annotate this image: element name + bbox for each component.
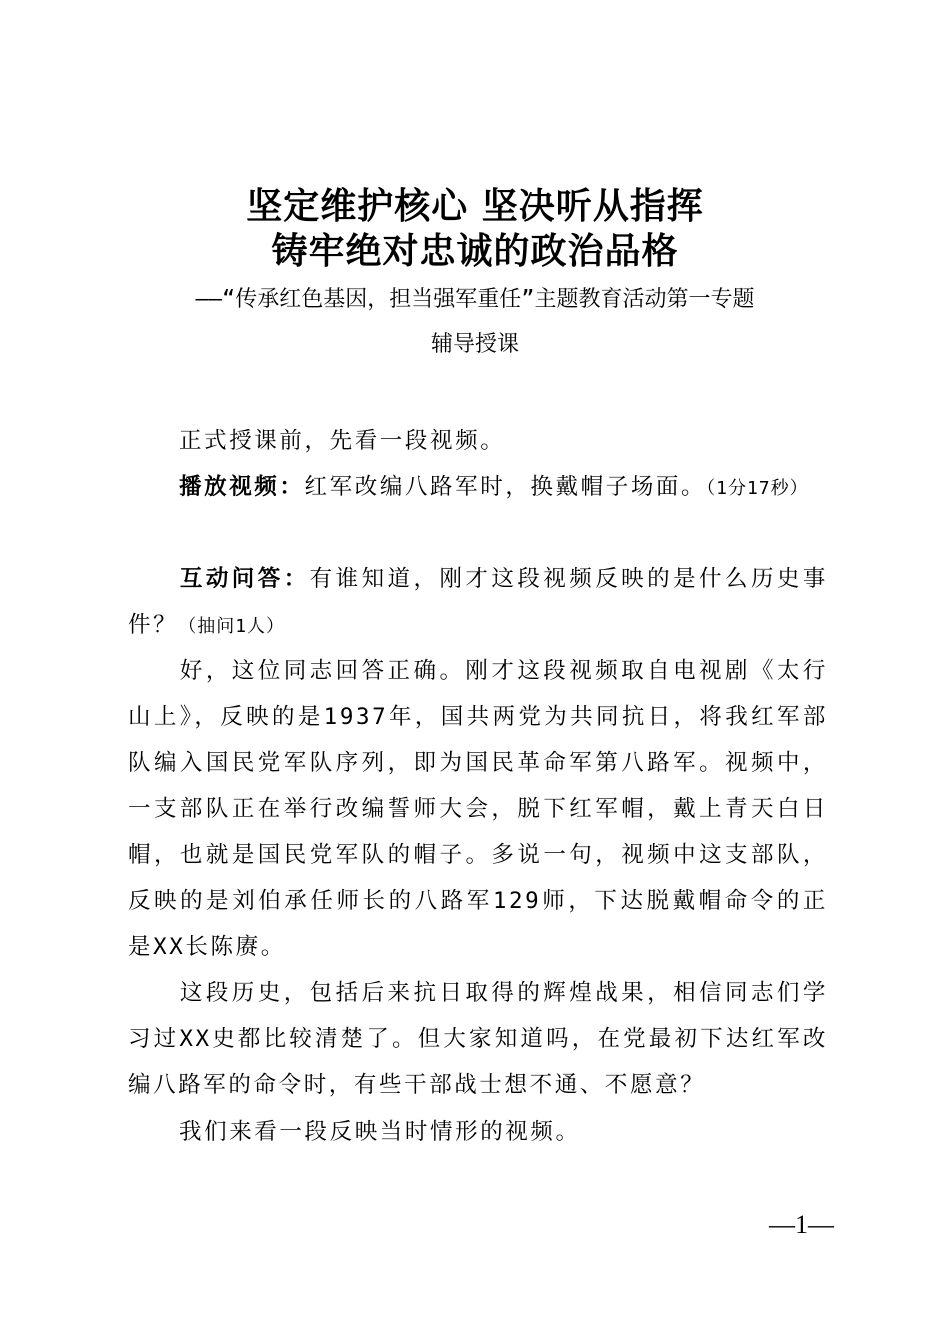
paragraph-intro-text: 正式授课前，先看一段视频。 — [179, 428, 506, 454]
page-number: —1— — [769, 1210, 834, 1239]
play-video-label: 播放视频： — [179, 474, 305, 500]
document-title-line1: 坚定维护核心 坚决听从指挥 — [246, 185, 704, 227]
interactive-qa-note: （抽问1人） — [178, 616, 286, 637]
document-subtitle-line1: ——“传承红色基因，担当强军重任”主题教育活动第一专题 — [195, 287, 755, 312]
paragraph-intro — [128, 418, 828, 464]
paragraph-answer-explanation — [128, 648, 828, 970]
paragraph-play-video — [128, 464, 828, 512]
paragraph-next-video — [128, 1109, 828, 1155]
paragraph-interactive-qa — [128, 556, 828, 650]
paragraph-history-question — [128, 970, 828, 1108]
interactive-qa-text: 有谁知道，刚才这段视频反映的是什么历史事件？ — [128, 566, 828, 638]
paragraph-answer-text: 好，这位同志回答正确。刚才这段视频取自电视剧《太行山上》，反映的是1937年，国共两党为共同抗日，将我红军部队编入国民党军队序列，即为国民革命军第八路军。视频中，一支部队正在举行改编誓师大会，脱下红军帽，戴上青天白日帽，也就是国民党军队的帽子。多说一句，视频中这支部队，反映的是刘伯承任师长的八路军129师，下达脱戴帽命令的正是XX长陈赓。 — [128, 658, 828, 960]
interactive-qa-label: 互动问答： — [179, 566, 310, 592]
paragraph-next-video-text: 我们来看一段反映当时情形的视频。 — [179, 1119, 581, 1145]
document-subtitle-line2: 辅导授课 — [430, 332, 519, 357]
play-video-text: 红军改编八路军时，换戴帽子场面。 — [304, 474, 707, 500]
document-title-line2: 铸牢绝对忠诚的政治品格 — [271, 230, 679, 272]
play-video-duration-note: （1分17秒） — [706, 478, 809, 499]
paragraph-history-text: 这段历史，包括后来抗日取得的辉煌战果，相信同志们学习过XX史都比较清楚了。但大家知道吗，在党最初下达红军改编八路军的命令时，有些干部战士想不通、不愿意？ — [128, 980, 828, 1098]
